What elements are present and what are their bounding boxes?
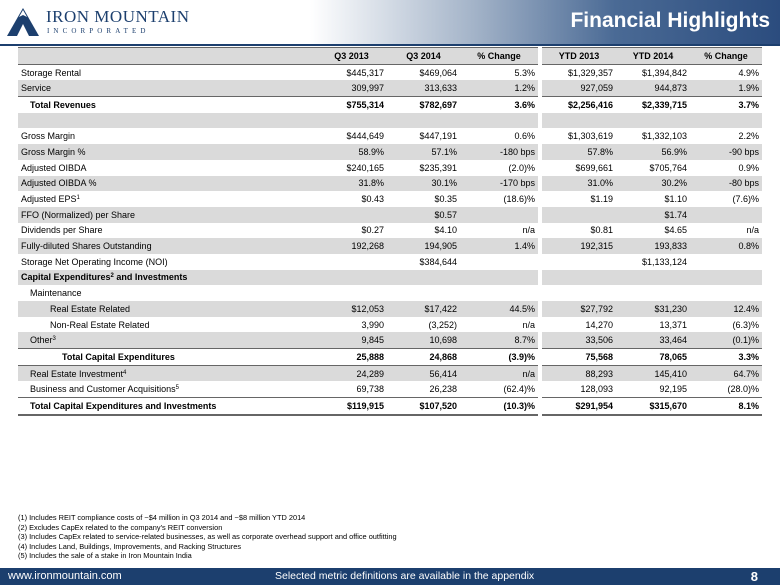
cell: -90 bps bbox=[690, 144, 762, 160]
cell: 69,738 bbox=[356, 384, 384, 395]
column-header: Q3 2013 bbox=[316, 48, 387, 65]
table-row bbox=[18, 365, 762, 381]
table-row bbox=[18, 332, 762, 348]
cell: 44.5% bbox=[460, 301, 538, 317]
cell: $1.74 bbox=[616, 207, 690, 223]
cell: (18.6)% bbox=[503, 194, 535, 205]
row-label-text: Real Estate Investment bbox=[30, 368, 124, 379]
cell: 145,410 bbox=[616, 365, 690, 381]
cell: $315,670 bbox=[616, 398, 690, 415]
cell: 33,464 bbox=[616, 332, 690, 348]
cell bbox=[542, 254, 616, 270]
table-row bbox=[18, 160, 762, 176]
cell: 24,868 bbox=[387, 349, 460, 366]
cell: $235,391 bbox=[419, 162, 457, 173]
cell: -80 bps bbox=[690, 176, 762, 192]
row-label-text: Other bbox=[30, 335, 53, 346]
cell: $1.10 bbox=[664, 194, 687, 205]
cell: $0.35 bbox=[434, 194, 457, 205]
logo-subtitle: INCORPORATED bbox=[47, 27, 150, 35]
cell: (3.9)% bbox=[460, 349, 538, 366]
cell: 927,059 bbox=[542, 80, 616, 96]
table-row bbox=[18, 317, 762, 333]
table-row-total bbox=[18, 349, 762, 366]
cell: $4.10 bbox=[434, 225, 457, 236]
page-number: 8 bbox=[750, 569, 758, 584]
cell: $445,317 bbox=[346, 67, 384, 78]
table-row bbox=[18, 144, 762, 160]
cell: $1,394,842 bbox=[641, 67, 687, 78]
cell: 1.9% bbox=[690, 80, 762, 96]
cell: $705,764 bbox=[649, 162, 687, 173]
row-label: Gross Margin % bbox=[18, 144, 316, 160]
footnote-marker: 2 bbox=[110, 273, 114, 280]
footnote-marker: 4 bbox=[123, 369, 127, 376]
cell: 26,238 bbox=[429, 384, 457, 395]
cell: 192,315 bbox=[542, 238, 616, 254]
footnote: (4) Includes Land, Buildings, Improvements, and Racking Structures bbox=[18, 541, 242, 551]
cell bbox=[316, 254, 387, 270]
column-header: Q3 2014 bbox=[387, 48, 460, 65]
header-blank bbox=[18, 48, 316, 65]
cell: $1.19 bbox=[590, 194, 613, 205]
table-row bbox=[18, 191, 762, 207]
footer-bar bbox=[0, 568, 780, 585]
cell: (62.4)% bbox=[503, 384, 535, 395]
cell: $119,915 bbox=[316, 398, 387, 415]
cell: $107,520 bbox=[387, 398, 460, 415]
cell: 78,065 bbox=[616, 349, 690, 366]
subsection-label: Maintenance bbox=[30, 288, 82, 299]
cell: $469,064 bbox=[419, 67, 457, 78]
cell: 192,268 bbox=[316, 238, 387, 254]
cell: (28.0)% bbox=[727, 384, 759, 395]
cell: -180 bps bbox=[460, 144, 538, 160]
cell: 3.6% bbox=[460, 97, 538, 113]
cell: 4.9% bbox=[738, 67, 759, 78]
cell: (7.6)% bbox=[732, 194, 759, 205]
cell: 128,093 bbox=[580, 384, 613, 395]
cell: $0.81 bbox=[590, 225, 613, 236]
row-label: Service bbox=[18, 80, 316, 96]
cell: 0.8% bbox=[690, 238, 762, 254]
cell: 193,833 bbox=[616, 238, 690, 254]
row-label bbox=[18, 332, 316, 348]
table-row bbox=[18, 254, 762, 270]
cell: 30.1% bbox=[387, 176, 460, 192]
row-label: Total Capital Expenditures and Investments bbox=[18, 398, 316, 415]
cell: (3,252) bbox=[428, 319, 457, 330]
row-label: Storage Rental bbox=[21, 67, 82, 78]
cell: 8.1% bbox=[690, 398, 762, 415]
footnote: (3) Includes CapEx related to service-related businesses, as well as corporate overhead support and office outfitting bbox=[18, 532, 397, 542]
header-rule bbox=[0, 44, 780, 46]
cell: 944,873 bbox=[616, 80, 690, 96]
cell: 57.8% bbox=[542, 144, 616, 160]
row-label: Total Capital Expenditures bbox=[18, 349, 316, 366]
cell: 24,289 bbox=[316, 365, 387, 381]
table-row bbox=[18, 80, 762, 96]
cell: n/a bbox=[522, 225, 535, 236]
cell: $444,649 bbox=[346, 131, 384, 142]
cell: $1,332,103 bbox=[641, 131, 687, 142]
cell: $1,133,124 bbox=[641, 256, 687, 267]
mountain-icon bbox=[6, 7, 40, 37]
cell: 8.7% bbox=[460, 332, 538, 348]
cell: 194,905 bbox=[387, 238, 460, 254]
header bbox=[0, 0, 780, 44]
footnote-marker: 1 bbox=[76, 195, 80, 202]
cell: $31,230 bbox=[616, 301, 690, 317]
row-label bbox=[18, 381, 316, 397]
cell: 1.2% bbox=[460, 80, 538, 96]
cell: (6.3)% bbox=[732, 319, 759, 330]
cell: n/a bbox=[460, 365, 538, 381]
cell: 58.9% bbox=[316, 144, 387, 160]
company-logo bbox=[6, 5, 190, 39]
cell: $384,644 bbox=[419, 256, 457, 267]
table-row bbox=[18, 301, 762, 317]
cell: $291,954 bbox=[542, 398, 616, 415]
row-label: Adjusted OIBDA bbox=[21, 162, 87, 173]
subsection-row bbox=[18, 285, 762, 301]
table-row bbox=[18, 381, 762, 397]
cell: 64.7% bbox=[690, 365, 762, 381]
table-row bbox=[18, 207, 762, 223]
table-row bbox=[18, 223, 762, 239]
table-row bbox=[18, 64, 762, 80]
cell: 5.3% bbox=[514, 67, 535, 78]
table-header-row bbox=[18, 48, 762, 65]
row-label-text: Adjusted EPS bbox=[21, 194, 77, 205]
cell: n/a bbox=[746, 225, 759, 236]
row-label: FFO (Normalized) per Share bbox=[18, 207, 316, 223]
cell: $1,303,619 bbox=[567, 131, 613, 142]
column-header: % Change bbox=[690, 48, 762, 65]
cell: 14,270 bbox=[585, 319, 613, 330]
financial-highlights-table bbox=[18, 47, 762, 416]
cell: $2,256,416 bbox=[542, 97, 616, 113]
footnote-marker: 3 bbox=[52, 336, 56, 343]
cell: $2,339,715 bbox=[616, 97, 690, 113]
column-header: YTD 2013 bbox=[542, 48, 616, 65]
row-label-text: Business and Customer Acquisitions bbox=[30, 384, 176, 395]
cell: $240,165 bbox=[346, 162, 384, 173]
row-label: Adjusted OIBDA % bbox=[18, 176, 316, 192]
row-label: Storage Net Operating Income (NOI) bbox=[21, 256, 168, 267]
table-row bbox=[18, 176, 762, 192]
column-header: % Change bbox=[460, 48, 538, 65]
row-label: Real Estate Related bbox=[18, 301, 316, 317]
cell: $12,053 bbox=[316, 301, 387, 317]
cell: $0.43 bbox=[361, 194, 384, 205]
footnotes bbox=[18, 513, 397, 561]
row-label: Total Revenues bbox=[18, 97, 316, 113]
cell: -170 bps bbox=[460, 176, 538, 192]
spacer-row bbox=[18, 113, 762, 129]
cell: 30.2% bbox=[616, 176, 690, 192]
logo-name: IRON MOUNTAIN bbox=[46, 7, 190, 26]
cell: $17,422 bbox=[387, 301, 460, 317]
cell: (10.3)% bbox=[460, 398, 538, 415]
footnote: (1) Includes REIT compliance costs of ~$4 million in Q3 2014 and ~$8 million YTD 2014 bbox=[18, 513, 306, 522]
row-label: Gross Margin bbox=[21, 131, 76, 142]
cell: 309,997 bbox=[316, 80, 387, 96]
footer-url-link[interactable]: www.ironmountain.com bbox=[8, 570, 122, 582]
cell: $782,697 bbox=[387, 97, 460, 113]
cell bbox=[460, 254, 538, 270]
cell: 75,568 bbox=[542, 349, 616, 366]
cell: 25,888 bbox=[316, 349, 387, 366]
cell bbox=[542, 207, 616, 223]
cell: (2.0)% bbox=[508, 162, 535, 173]
cell bbox=[316, 207, 387, 223]
footnote: (2) Excludes CapEx related to the company’s REIT conversion bbox=[18, 522, 223, 532]
table-row-grand-total bbox=[18, 398, 762, 415]
cell: 3.3% bbox=[690, 349, 762, 366]
cell: $699,661 bbox=[575, 162, 613, 173]
row-label bbox=[18, 191, 316, 207]
row-label: Non-Real Estate Related bbox=[50, 319, 150, 330]
section-label-text: Capital Expenditures bbox=[21, 272, 111, 283]
cell: 56.9% bbox=[616, 144, 690, 160]
row-label: Dividends per Share bbox=[21, 225, 103, 236]
cell: 0.9% bbox=[738, 162, 759, 173]
row-label bbox=[18, 365, 316, 381]
cell: $27,792 bbox=[542, 301, 616, 317]
table-row-total bbox=[18, 97, 762, 113]
cell: $0.57 bbox=[387, 207, 460, 223]
cell: 12.4% bbox=[690, 301, 762, 317]
page-title: Financial Highlights bbox=[570, 9, 770, 32]
cell: 31.0% bbox=[542, 176, 616, 192]
row-label: Fully-diluted Shares Outstanding bbox=[18, 238, 316, 254]
cell: 1.4% bbox=[460, 238, 538, 254]
footer-note: Selected metric definitions are available in the appendix bbox=[275, 570, 535, 582]
cell: (0.1)% bbox=[690, 332, 762, 348]
cell: 92,195 bbox=[659, 384, 687, 395]
cell: $1,329,357 bbox=[567, 67, 613, 78]
section-label-text-after: and Investments bbox=[116, 272, 188, 283]
cell: $0.27 bbox=[361, 225, 384, 236]
section-label bbox=[18, 270, 316, 286]
column-header: YTD 2014 bbox=[616, 48, 690, 65]
cell bbox=[690, 207, 762, 223]
cell: 0.6% bbox=[514, 131, 535, 142]
cell: 2.2% bbox=[738, 131, 759, 142]
table-row bbox=[18, 128, 762, 144]
cell bbox=[690, 254, 762, 270]
cell: 88,293 bbox=[542, 365, 616, 381]
cell: 10,698 bbox=[387, 332, 460, 348]
section-header-row bbox=[18, 270, 762, 286]
footnote: (5) Includes the sale of a stake in Iron Mountain India bbox=[18, 551, 192, 561]
cell: $447,191 bbox=[419, 131, 457, 142]
cell: 57.1% bbox=[387, 144, 460, 160]
cell: $4.65 bbox=[664, 225, 687, 236]
cell: n/a bbox=[522, 319, 535, 330]
cell: 31.8% bbox=[316, 176, 387, 192]
cell: 9,845 bbox=[316, 332, 387, 348]
cell: 3.7% bbox=[690, 97, 762, 113]
table-row bbox=[18, 238, 762, 254]
cell bbox=[460, 207, 538, 223]
cell: $755,314 bbox=[316, 97, 387, 113]
cell: 13,371 bbox=[659, 319, 687, 330]
cell: 33,506 bbox=[542, 332, 616, 348]
cell: 56,414 bbox=[387, 365, 460, 381]
cell: 3,990 bbox=[361, 319, 384, 330]
footnote-marker: 5 bbox=[175, 385, 179, 392]
cell: 313,633 bbox=[387, 80, 460, 96]
title-bar bbox=[310, 0, 780, 44]
